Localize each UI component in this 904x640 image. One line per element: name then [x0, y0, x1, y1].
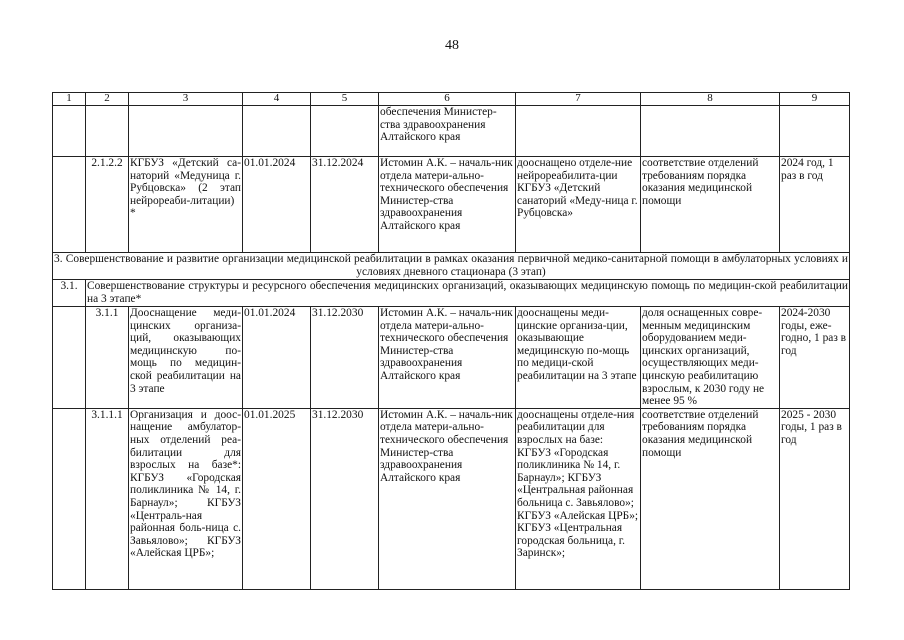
table-row-continuation — [53, 106, 850, 157]
cell-period: 2025 - 2030 годы, 1 раз в год — [780, 408, 850, 589]
cell-period: 2024-2030 годы, еже-годно, 1 раз в год — [780, 307, 850, 409]
cell-result: дооснащены меди-цинские организа-ции, оказывающие медицинскую по-мощь по медици-ской реабилитации на 3 этапе — [516, 307, 641, 409]
subsection-title: Совершенствование структуры и ресурсного обеспечения медицинских организаций, оказывающих медицинскую помощь по медицин-ской реабилитации на 3 этапе* — [87, 280, 848, 305]
cell-empty — [53, 307, 86, 409]
cell-indicator: соответствие отделений требованиям порядка оказания медицинской помощи — [641, 157, 780, 253]
cell-activity-name: Дооснащение меди-цинских организа-ций, оказывающих медицинскую по-мощь по медицин-ской реабилитации на 3 этапе — [129, 307, 243, 409]
col-header-1: 1 — [53, 93, 86, 106]
section-title: 3. Совершенствование и развитие организации медицинской реабилитации в рамках оказания первичной медико-санитарной помощи в амбулаторных условиях и условиях дневного стационара (3 этап) — [54, 253, 848, 278]
cell-empty — [86, 106, 129, 157]
cell-empty — [53, 408, 86, 589]
col-header-7: 7 — [516, 93, 641, 106]
cell-result: дооснащено отделе-ние нейрореабилита-ции КГБУЗ «Детский санаторий «Меду-ница г. Рубцовска» — [516, 157, 641, 253]
cell-item-number: 3.1.1.1 — [86, 408, 129, 589]
cell-empty — [780, 106, 850, 157]
cell-start-date: 01.01.2024 — [243, 307, 311, 409]
cell-end-date: 31.12.2030 — [311, 307, 379, 409]
cell-empty — [243, 106, 311, 157]
cell-period: 2024 год, 1 раз в год — [780, 157, 850, 253]
cell-responsible: Истомин А.К. – началь-ник отдела матери-ально-технического обеспечения Министер-ства здравоохранения Алтайского края — [379, 307, 516, 409]
cell-item-number: 2.1.2.2 — [86, 157, 129, 253]
cell-end-date: 31.12.2030 — [311, 408, 379, 589]
cell-result: дооснащены отделе-ния реабилитации для взрослых на базе: КГБУЗ «Городская поликлиника № 14, г. Барнаул»; КГБУЗ «Центральная районная больница с. Завьялово»; КГБУЗ «Алейская ЦРБ»; КГБУЗ «Центральная городская больница, г. Заринск»; — [516, 408, 641, 589]
col-header-5: 5 — [311, 93, 379, 106]
cell-empty — [641, 106, 780, 157]
cell-start-date: 01.01.2024 — [243, 157, 311, 253]
cell-indicator: соответствие отделений требованиям порядка оказания медицинской помощи — [641, 408, 780, 589]
header-row — [53, 93, 850, 106]
cell-empty — [129, 106, 243, 157]
cell-activity-name: КГБУЗ «Детский са-наторий «Медуница г. Рубцовска» (2 этап нейрореаби-литации) * — [129, 157, 243, 253]
activities-table — [52, 92, 850, 590]
col-header-8: 8 — [641, 93, 780, 106]
col-header-9: 9 — [780, 93, 850, 106]
page-number: 48 — [445, 38, 459, 53]
cell-empty — [53, 157, 86, 253]
cell-item-number: 3.1. — [53, 280, 86, 307]
cell-end-date: 31.12.2024 — [311, 157, 379, 253]
col-header-6: 6 — [379, 93, 516, 106]
cell-empty — [311, 106, 379, 157]
table-row-2122 — [53, 157, 850, 253]
col-header-4: 4 — [243, 93, 311, 106]
cell-responsible: Истомин А.К. – началь-ник отдела матери-ально-технического обеспечения Министер-ства здравоохранения Алтайского края — [379, 408, 516, 589]
cell-activity-name: Организация и доос-нащение амбулатор-ных отделений реа-билитации для взрослых на базе*: КГБУЗ «Городская поликлиника № 14, г. Барнаул»; КГБУЗ «Централь-ная районная боль-ница с. Завьялово»; КГБУЗ «Алейская ЦРБ»; — [129, 408, 243, 589]
cell-responsible: Истомин А.К. – началь-ник отдела матери-ально-технического обеспечения Министер-ства здравоохранения Алтайского края — [379, 157, 516, 253]
table-row-311 — [53, 307, 850, 409]
cell-start-date: 01.01.2025 — [243, 408, 311, 589]
table-row-3111 — [53, 408, 850, 589]
cell-empty — [53, 106, 86, 157]
col-header-3: 3 — [129, 93, 243, 106]
cell-responsible-continued: обеспечения Министер-ства здравоохранения Алтайского края — [379, 106, 516, 157]
table-row-section-3 — [53, 253, 850, 280]
cell-item-number: 3.1.1 — [86, 307, 129, 409]
table-row-31 — [53, 280, 850, 307]
cell-empty — [516, 106, 641, 157]
cell-indicator: доля оснащенных совре-менным медицинским оборудованием меди-цинских организаций, осуществляющих меди-цинскую реабилитацию взрослым, к 2030 году не менее 95 % — [641, 307, 780, 409]
col-header-2: 2 — [86, 93, 129, 106]
